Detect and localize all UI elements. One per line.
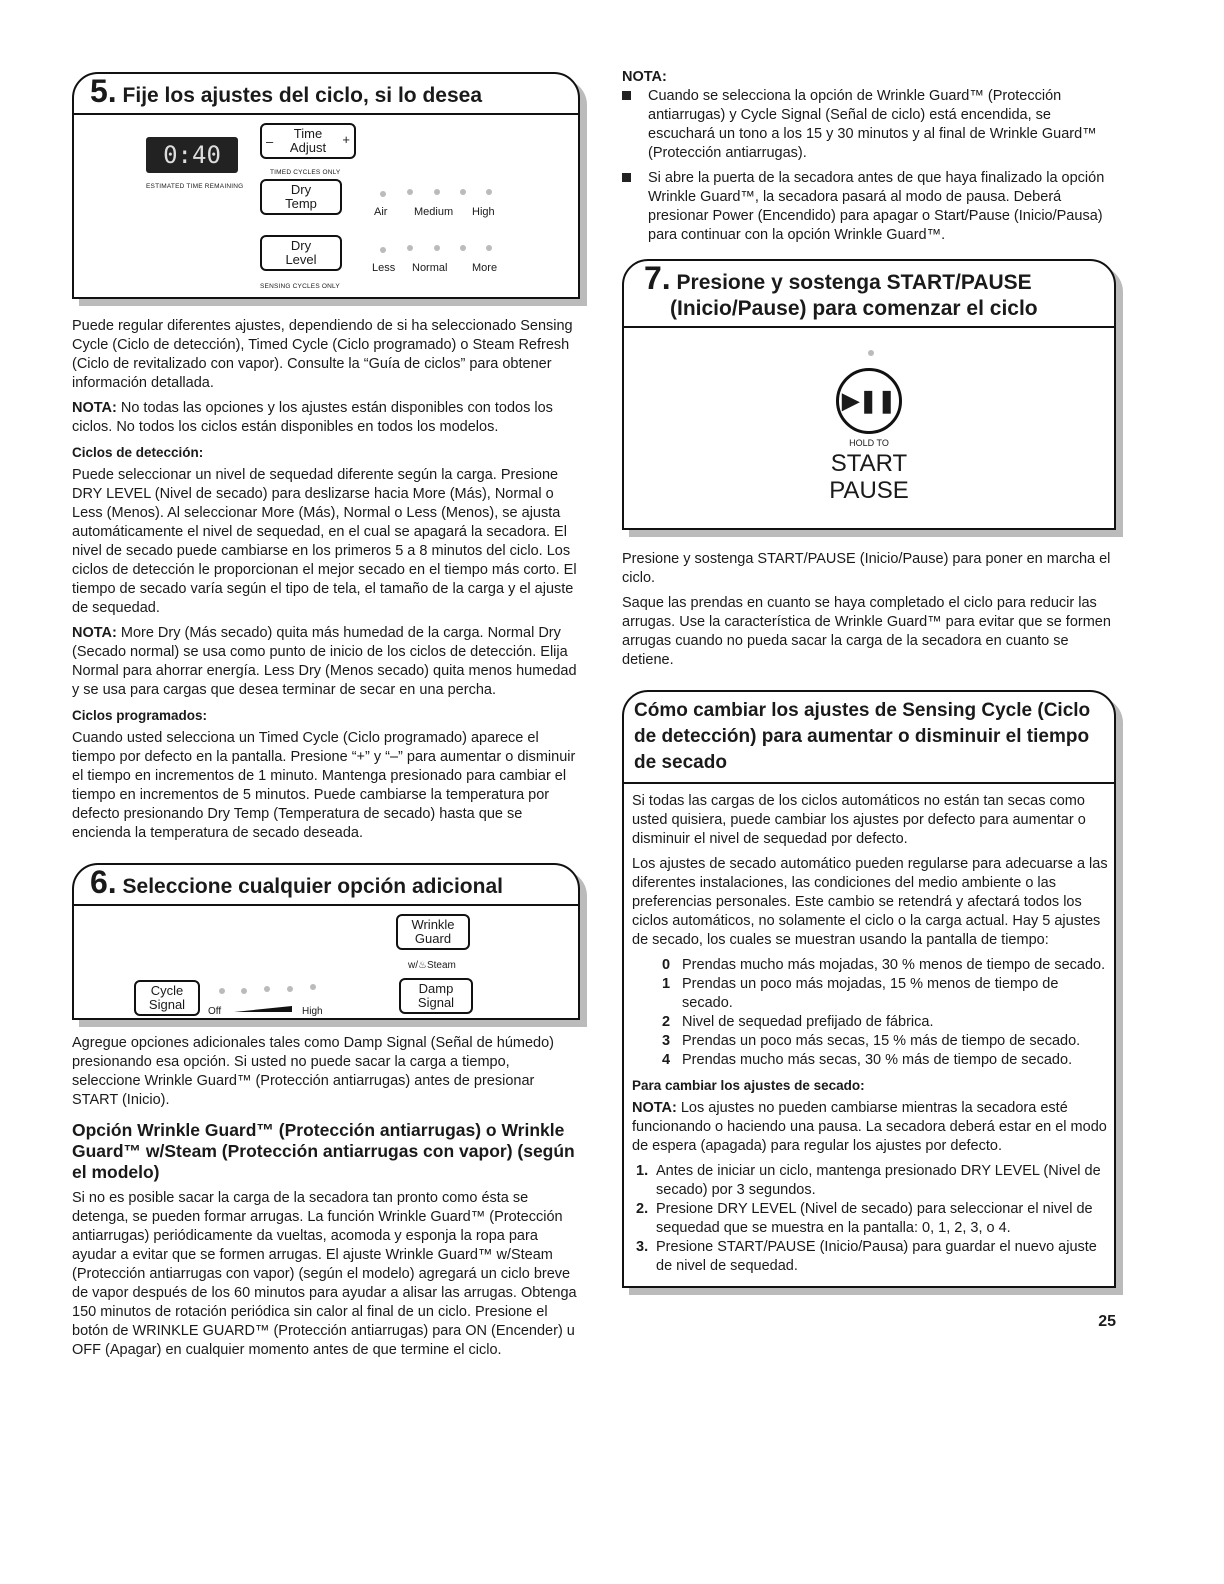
step5-box — [72, 72, 580, 299]
step7-box — [622, 259, 1116, 530]
hold-label: HOLD TO — [849, 438, 889, 448]
dryness-levels — [632, 956, 1108, 1070]
dry-temp-button[interactable] — [260, 179, 342, 215]
pause-label: PAUSE — [829, 477, 909, 504]
note-text: Cuando se selecciona la opción de Wrinkle Guard™ (Protección antiarrugas) y Cycle Signal (Señal de ciclo) está encendida, se escuchará un tono a los 15 y 30 minutos y al final de Wrinkle Guard™ (Protección antiarrugas). — [648, 88, 1097, 161]
level-label: Less — [372, 262, 396, 274]
note-label: NOTA: — [622, 69, 667, 85]
level-number: 1 — [662, 976, 671, 992]
left-column — [72, 72, 580, 1366]
level-number: 3 — [662, 1033, 671, 1049]
level-number: 4 — [662, 1052, 671, 1068]
wrinkle-guard-button[interactable] — [396, 914, 470, 950]
indicator-dot — [219, 988, 225, 994]
indicator-dot — [407, 245, 413, 251]
indicator-dot — [380, 247, 386, 253]
start-pause-button[interactable] — [836, 368, 902, 434]
note-label: NOTA: — [72, 625, 117, 641]
subheading: Para cambiar los ajustes de secado: — [632, 1078, 865, 1093]
step-title: Seleccione cualquier opción adicional — [122, 875, 503, 898]
paragraph — [72, 399, 580, 437]
sensing-content — [624, 784, 1114, 1286]
level-text: Prendas mucho más secas, 30 % más de tiempo de secado. — [682, 1052, 1073, 1068]
btn-label: Signal — [417, 995, 455, 1010]
indicator-dot — [868, 350, 874, 356]
page-number: 25 — [1098, 1313, 1116, 1330]
note-text: More Dry (Más secado) quita más humedad de la carga. Normal Dry (Secado normal) se usa como punto de inicio de los ciclos de detección. Elija Normal para ahorrar energía. Less Dry (Menos secado) quita menos humedad y se usa para cargas que desea terminar de secar en una percha. — [72, 625, 577, 698]
dry-level-button[interactable] — [260, 235, 342, 271]
indicator-dot — [460, 245, 466, 251]
display-label: ESTIMATED TIME REMAINING — [146, 183, 244, 190]
step-title: Fije los ajustes del ciclo, si lo desea — [122, 84, 483, 107]
note-list — [622, 87, 1116, 245]
step-item — [632, 1238, 1108, 1276]
off-label: Off — [208, 1006, 222, 1017]
step-item — [632, 1162, 1108, 1200]
paragraph: Cuando usted selecciona un Timed Cycle (Ciclo programado) aparece el tiempo por defecto en la pantalla. Presione “+” y “–” para aumentar o disminuir el tiempo en incrementos de 1 minuto. Mantenga presionado para cambiar el tiempo en incrementos de 5 minutos. Puede cambiarse la temperatura por defecto presionando Dry Temp (Temperatura de secado) hasta que se encienda la temperatura de secado deseada. — [72, 730, 576, 841]
paragraph: Agregue opciones adicionales tales como Damp Signal (Señal de húmedo) presionando esa opción. Si usted no puede sacar la carga a tiempo, seleccione Wrinkle Guard™ (Protección antiarrugas) antes de presionar START (Inicio). — [72, 1035, 555, 1108]
subheading: Ciclos de detección: — [72, 445, 204, 460]
note-item — [622, 87, 1116, 163]
sensing-note: SENSING CYCLES ONLY — [260, 283, 340, 290]
step5-heading — [74, 74, 578, 115]
indicator-dot — [434, 189, 440, 195]
level-label: Air — [374, 206, 388, 218]
level-label: More — [472, 262, 498, 274]
btn-label: Temp — [285, 196, 317, 211]
sensing-heading: Cómo cambiar los ajustes de Sensing Cycle (Ciclo de detección) para aumentar o disminuir el tiempo de secado — [624, 692, 1114, 784]
btn-label: Damp — [418, 981, 454, 996]
volume-ramp — [234, 1006, 292, 1012]
right-column — [622, 68, 1116, 1331]
level-item — [658, 956, 1108, 975]
control-panel — [74, 115, 578, 297]
step-number: 5. — [90, 73, 117, 109]
steam-label: w/♨Steam — [408, 960, 456, 971]
btn-label: Adjust — [289, 140, 327, 155]
btn-label: Signal — [148, 997, 186, 1012]
level-item — [658, 1013, 1108, 1032]
options-panel — [74, 906, 578, 1018]
damp-signal-button[interactable] — [399, 978, 473, 1014]
minus-icon: – — [266, 134, 274, 149]
btn-label: Cycle — [150, 983, 184, 998]
btn-label: Dry — [290, 182, 312, 197]
btn-label: Level — [285, 252, 317, 267]
step-number: 7. — [644, 260, 671, 296]
note-label: NOTA: — [632, 1100, 677, 1116]
btn-label: Guard — [414, 931, 452, 946]
level-number: 2 — [662, 1014, 671, 1030]
level-label: Normal — [412, 262, 448, 274]
level-label: High — [472, 206, 495, 218]
level-text: Prendas un poco más mojadas, 15 % menos de tiempo de secado. — [682, 976, 1059, 1011]
paragraph — [632, 1099, 1108, 1156]
btn-label: Time — [293, 126, 323, 141]
cycle-signal-button[interactable] — [134, 980, 200, 1016]
step6-heading — [74, 865, 578, 906]
indicator-dot — [241, 988, 247, 994]
paragraph: Saque las prendas en cuanto se haya completado el ciclo para reducir las arrugas. Use la característica de Wrinkle Guard™ para evitar que se formen arrugas cuando no pueda sacar la carga de la secadora en cuanto se detiene. — [622, 595, 1111, 668]
note-text: Si abre la puerta de la secadora antes de que haya finalizado la opción Wrinkle Guard™, la secadora pasará al modo de pausa. Deberá presionar Power (Encendido) para apagar o Start/Pause (Inicio/Pausa) para continuar con la opción Wrinkle Guard™. — [648, 170, 1105, 243]
start-label: START — [830, 450, 908, 477]
paragraph: Los ajustes de secado automático pueden regularse para adecuarse a las diferentes instalaciones, las condiciones del medio ambiente o las preferencias personales. Este cambio se retendrá y afectará todos los ciclos automáticos, no solamente el ciclo o la carga actual. Hay 5 ajustes de secado, los cuales se muestran usando la pantalla de tiempo: — [632, 856, 1108, 948]
indicator-dot — [380, 191, 386, 197]
paragraph — [72, 624, 580, 700]
bullet-icon — [622, 91, 631, 100]
note-text: No todas las opciones y los ajustes están disponibles con todos los ciclos. No todos los ciclos están disponibles en todos los modelos. — [72, 400, 553, 435]
bullet-icon — [622, 173, 631, 182]
plus-icon: + — [342, 132, 350, 147]
step7-heading — [624, 261, 1114, 328]
indicator-dot — [310, 984, 316, 990]
play-pause-icon: ▶❚❚ — [842, 388, 896, 413]
level-text: Prendas un poco más secas, 15 % más de tiempo de secado. — [682, 1033, 1081, 1049]
subheading: Ciclos programados: — [72, 708, 208, 723]
paragraph: Si no es posible sacar la carga de la secadora tan pronto como ésta se detenga, se pueden formar arrugas. La función Wrinkle Guard™ (Protección antiarrugas) periódicamente da vueltas, acomoda y esponja la ropa para ayudar a evitar que se formen arrugas. El ajuste Wrinkle Guard™ w/Steam (Protección antiarrugas con vapor) (según el modelo) agregará un ciclo breve de vapor después de los 60 minutos para ayudar a alisar las arrugas. Obtenga 150 minutos de rotación periódica sin calor al final de un ciclo. Presione el botón de WRINKLE GUARD™ (Protección antiarrugas) para ON (Encender) u OFF (Apagar) en cualquier momento antes de que termine el ciclo. — [72, 1190, 577, 1358]
btn-label: Dry — [290, 238, 312, 253]
start-panel — [624, 328, 1114, 528]
paragraph: Puede seleccionar un nivel de sequedad diferente según la carga. Presione DRY LEVEL (Nivel de secado) para deslizarse hacia More (Más), Normal o Less (Menos). Al seleccionar More (Más), Normal o Less (Menos), se ajusta automáticamente el nivel de sequedad, en el cual se apagará la secadora. El nivel de secado puede cambiarse en los primeros 5 a 8 minutos del ciclo. Los ciclos de detección le proporcionan el mejor secado en el tiempo más corto. El tiempo de secado varía según el tipo de tela, el tamaño de la carga y el ajuste de sequedad. — [72, 467, 577, 616]
note-text: Los ajustes no pueden cambiarse mientras la secadora esté funcionando o haciendo una pausa. La secadora deberá estar en el modo de espera (apagada) para regular los ajustes por defecto. — [632, 1100, 1107, 1154]
level-item — [658, 1032, 1108, 1051]
indicator-dot — [287, 986, 293, 992]
note-label: NOTA: — [72, 400, 117, 416]
indicator-dot — [264, 986, 270, 992]
level-item — [658, 975, 1108, 1013]
indicator-dot — [434, 245, 440, 251]
paragraph: Puede regular diferentes ajustes, dependiendo de si ha seleccionado Sensing Cycle (Ciclo de detección), Timed Cycle (Ciclo programado) o Steam Refresh (Ciclo de revitalizado con vapor). Consulte la “Guía de ciclos” para obtener información detallada. — [72, 318, 573, 391]
section-heading: Opción Wrinkle Guard™ (Protección antiarrugas) o Wrinkle Guard™ w/Steam (Protección antiarrugas con vapor) (según el modelo) — [72, 1120, 575, 1182]
paragraph: Si todas las cargas de los ciclos automáticos no están tan secas como usted quisiera, puede cambiar los ajustes por defecto para aumentar o disminuir el nivel de sequedad por defecto. — [632, 793, 1086, 847]
steps-list — [632, 1162, 1108, 1276]
note-item — [622, 169, 1116, 245]
level-text: Nivel de sequedad prefijado de fábrica. — [682, 1014, 934, 1030]
step-item — [632, 1200, 1108, 1238]
indicator-dot — [486, 189, 492, 195]
indicator-dot — [486, 245, 492, 251]
step-title: Presione y sostenga START/PAUSE — [676, 271, 1032, 294]
sensing-box — [622, 690, 1116, 1288]
level-text: Prendas mucho más mojadas, 30 % menos de tiempo de secado. — [682, 957, 1106, 973]
high-label: High — [302, 1006, 323, 1017]
step-title: (Inicio/Pause) para comenzar el ciclo — [670, 297, 1038, 320]
step-number: 2. — [636, 1201, 649, 1217]
step-number: 3. — [636, 1239, 649, 1255]
level-number: 0 — [662, 957, 671, 973]
paragraph: Presione y sostenga START/PAUSE (Inicio/Pause) para poner en marcha el ciclo. — [622, 551, 1111, 586]
step6-box — [72, 863, 580, 1020]
time-display: 0:40 — [146, 137, 238, 173]
step-text: Presione DRY LEVEL (Nivel de secado) para seleccionar el nivel de sequedad que se muestra en la pantalla: 0, 1, 2, 3, o 4. — [656, 1201, 1093, 1236]
btn-label: Wrinkle — [411, 917, 455, 932]
level-item — [658, 1051, 1108, 1070]
step-number: 6. — [90, 864, 117, 900]
step-text: Antes de iniciar un ciclo, mantenga presionado DRY LEVEL (Nivel de secado) por 3 segundos. — [656, 1163, 1101, 1198]
level-label: Medium — [414, 206, 454, 218]
indicator-dot — [407, 189, 413, 195]
step-number: 1. — [636, 1163, 649, 1179]
timed-note: TIMED CYCLES ONLY — [270, 169, 341, 176]
step-text: Presione START/PAUSE (Inicio/Pausa) para guardar el nuevo ajuste de nivel de sequedad. — [656, 1239, 1097, 1274]
indicator-dot — [460, 189, 466, 195]
time-adjust-button[interactable] — [260, 123, 356, 159]
